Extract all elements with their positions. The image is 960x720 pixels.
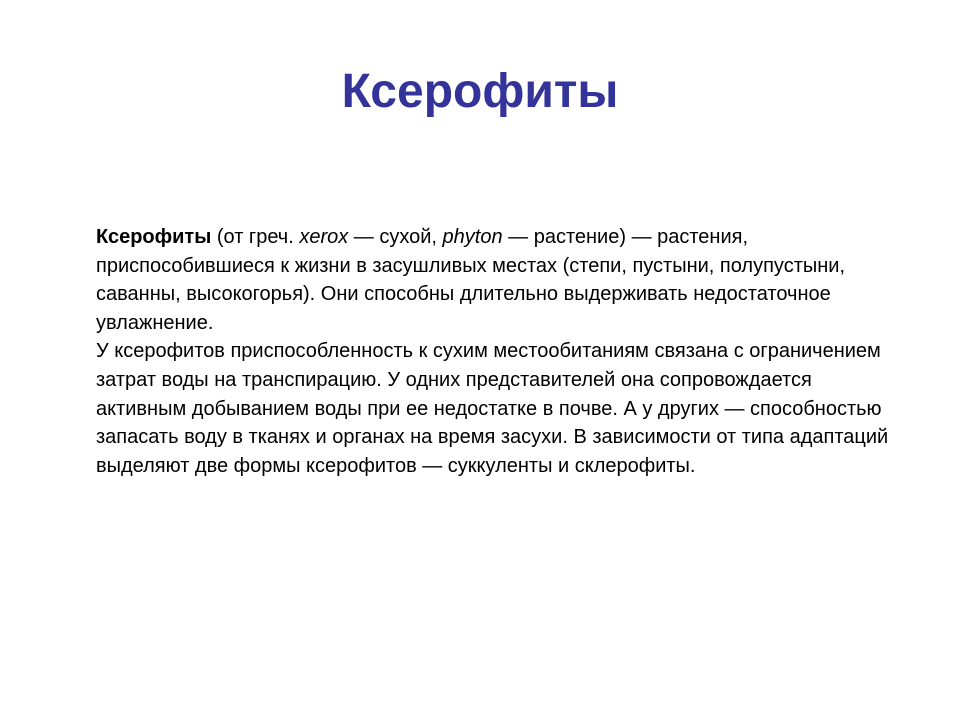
definition-text-1: (от греч.	[211, 226, 300, 248]
adaptation-paragraph: У ксерофитов приспособленность к сухим местообитаниям связана с ограничением затрат воды на транспирацию. У одних представителей она сопровождается активным добыванием воды при ее недостатке в почве. А у других — способностью запасать воду в тканях и органах на время засухи. В зависимости от типа адаптаций выделяют две формы ксерофитов — суккуленты и склерофиты.	[96, 340, 889, 477]
definition-text-3: — растение) — растения, приспособившиеся к жизни в засушливых местах (степи, пустыни, полупустыни, саванны, высокогорья). Они способны длительно выдерживать недостаточное увлажнение.	[96, 226, 846, 334]
slide-body	[96, 223, 896, 480]
term-bold: Ксерофиты	[96, 226, 212, 248]
definition-text-2: — сухой,	[348, 226, 443, 248]
greek-word-phyton: phyton	[442, 226, 503, 248]
definition-paragraph	[96, 223, 896, 337]
greek-word-xerox: xerox	[299, 226, 349, 248]
slide-title: Ксерофиты	[341, 65, 619, 118]
